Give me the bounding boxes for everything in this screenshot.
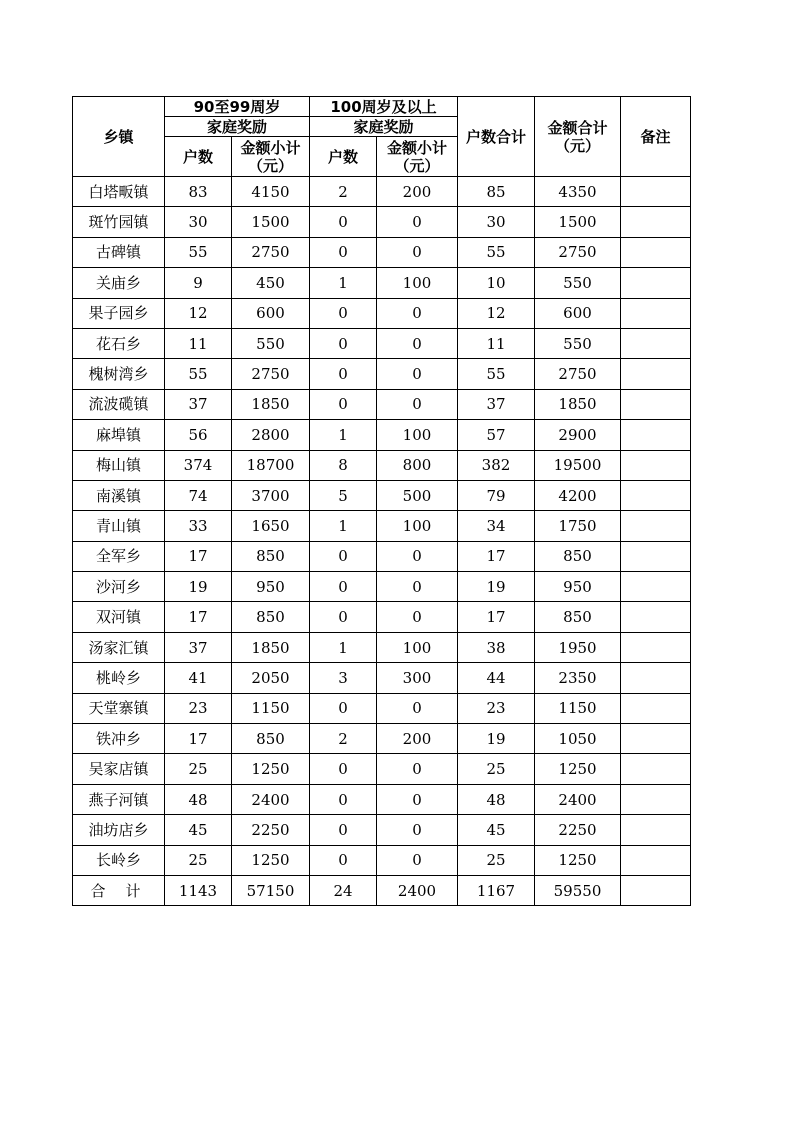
cell-town: 桃岭乡 bbox=[73, 663, 165, 693]
cell-households-90: 56 bbox=[165, 420, 232, 450]
cell-town: 白塔畈镇 bbox=[73, 177, 165, 207]
cell-town: 沙河乡 bbox=[73, 572, 165, 602]
table-row bbox=[73, 632, 691, 662]
cell-households-90: 11 bbox=[165, 328, 232, 358]
cell-households-total: 25 bbox=[458, 754, 535, 784]
header-amount-total-line2: （元） bbox=[554, 136, 600, 155]
cell-households-total: 19 bbox=[458, 724, 535, 754]
cell-amount-90: 3700 bbox=[232, 480, 310, 510]
cell-amount-total: 550 bbox=[535, 328, 621, 358]
total-row bbox=[73, 875, 691, 905]
cell-amount-90: 1150 bbox=[232, 693, 310, 723]
cell-amount-total: 1250 bbox=[535, 754, 621, 784]
header-group2-reward: 家庭奖励 bbox=[310, 117, 458, 137]
cell-amount-total: 2400 bbox=[535, 784, 621, 814]
cell-remarks bbox=[621, 389, 691, 419]
cell-amount-100: 200 bbox=[377, 177, 458, 207]
cell-amount-total: 600 bbox=[535, 298, 621, 328]
cell-amount-100: 0 bbox=[377, 754, 458, 784]
cell-amount-100: 0 bbox=[377, 693, 458, 723]
cell-households-100: 1 bbox=[310, 268, 377, 298]
reward-table bbox=[72, 96, 691, 906]
cell-remarks bbox=[621, 298, 691, 328]
cell-amount-90: 1500 bbox=[232, 207, 310, 237]
header-amount-total bbox=[535, 97, 621, 177]
cell-town: 麻埠镇 bbox=[73, 420, 165, 450]
cell-remarks bbox=[621, 207, 691, 237]
cell-town: 花石乡 bbox=[73, 328, 165, 358]
cell-amount-90: 2050 bbox=[232, 663, 310, 693]
cell-households-100: 0 bbox=[310, 298, 377, 328]
cell-amount-total: 2900 bbox=[535, 420, 621, 450]
cell-households-100: 0 bbox=[310, 359, 377, 389]
cell-amount-total: 550 bbox=[535, 268, 621, 298]
cell-amount-100: 200 bbox=[377, 724, 458, 754]
cell-households-total: 17 bbox=[458, 541, 535, 571]
cell-amount-100: 800 bbox=[377, 450, 458, 480]
cell-town: 铁冲乡 bbox=[73, 724, 165, 754]
cell-households-total: 25 bbox=[458, 845, 535, 875]
cell-households-total: 34 bbox=[458, 511, 535, 541]
cell-households-100: 3 bbox=[310, 663, 377, 693]
header-town: 乡镇 bbox=[73, 97, 165, 177]
cell-amount-100: 0 bbox=[377, 328, 458, 358]
table-row bbox=[73, 845, 691, 875]
table-row bbox=[73, 420, 691, 450]
header-group2-age: 100周岁及以上 bbox=[310, 97, 458, 117]
cell-households-total: 85 bbox=[458, 177, 535, 207]
cell-remarks bbox=[621, 572, 691, 602]
cell-remarks bbox=[621, 693, 691, 723]
table-row bbox=[73, 815, 691, 845]
table-row bbox=[73, 572, 691, 602]
table-row bbox=[73, 298, 691, 328]
cell-amount-total: 1950 bbox=[535, 632, 621, 662]
cell-amount-total: 950 bbox=[535, 572, 621, 602]
cell-amount-total: 2350 bbox=[535, 663, 621, 693]
cell-amount-90: 1250 bbox=[232, 845, 310, 875]
cell-households-total: 57 bbox=[458, 420, 535, 450]
cell-households-total: 38 bbox=[458, 632, 535, 662]
cell-amount-90: 550 bbox=[232, 328, 310, 358]
cell-households-total: 48 bbox=[458, 784, 535, 814]
header-group1-age: 90至99周岁 bbox=[165, 97, 310, 117]
cell-amount-90: 1650 bbox=[232, 511, 310, 541]
header-households-total: 户数合计 bbox=[458, 97, 535, 177]
cell-remarks bbox=[621, 541, 691, 571]
cell-town: 双河镇 bbox=[73, 602, 165, 632]
cell-households-total: 10 bbox=[458, 268, 535, 298]
cell-amount-100: 0 bbox=[377, 359, 458, 389]
cell-amount-90: 2800 bbox=[232, 420, 310, 450]
table-body bbox=[73, 177, 691, 876]
cell-amount-100: 100 bbox=[377, 268, 458, 298]
cell-amount-total: 1750 bbox=[535, 511, 621, 541]
cell-amount-100: 100 bbox=[377, 632, 458, 662]
cell-amount-100: 300 bbox=[377, 663, 458, 693]
cell-households-100: 2 bbox=[310, 724, 377, 754]
cell-households-total: 382 bbox=[458, 450, 535, 480]
total-h100: 24 bbox=[310, 875, 377, 905]
total-ht: 1167 bbox=[458, 875, 535, 905]
cell-remarks bbox=[621, 420, 691, 450]
cell-remarks bbox=[621, 511, 691, 541]
cell-amount-total: 19500 bbox=[535, 450, 621, 480]
cell-town: 燕子河镇 bbox=[73, 784, 165, 814]
cell-remarks bbox=[621, 328, 691, 358]
table-row bbox=[73, 724, 691, 754]
cell-amount-total: 4200 bbox=[535, 480, 621, 510]
cell-households-total: 30 bbox=[458, 207, 535, 237]
cell-remarks bbox=[621, 602, 691, 632]
cell-town: 天堂寨镇 bbox=[73, 693, 165, 723]
table-row bbox=[73, 237, 691, 267]
cell-households-100: 0 bbox=[310, 572, 377, 602]
cell-households-90: 37 bbox=[165, 389, 232, 419]
cell-amount-total: 2250 bbox=[535, 815, 621, 845]
cell-households-total: 79 bbox=[458, 480, 535, 510]
cell-amount-90: 950 bbox=[232, 572, 310, 602]
table-row bbox=[73, 784, 691, 814]
cell-amount-90: 1850 bbox=[232, 389, 310, 419]
cell-households-90: 25 bbox=[165, 845, 232, 875]
cell-households-100: 2 bbox=[310, 177, 377, 207]
cell-remarks bbox=[621, 268, 691, 298]
header-group2-subtotal-line2: （元） bbox=[394, 156, 440, 175]
cell-households-100: 5 bbox=[310, 480, 377, 510]
cell-amount-100: 0 bbox=[377, 207, 458, 237]
cell-remarks bbox=[621, 632, 691, 662]
cell-amount-100: 100 bbox=[377, 511, 458, 541]
cell-households-total: 23 bbox=[458, 693, 535, 723]
cell-town: 斑竹园镇 bbox=[73, 207, 165, 237]
cell-remarks bbox=[621, 480, 691, 510]
cell-households-100: 0 bbox=[310, 845, 377, 875]
cell-remarks bbox=[621, 177, 691, 207]
cell-households-90: 37 bbox=[165, 632, 232, 662]
cell-remarks bbox=[621, 784, 691, 814]
cell-town: 梅山镇 bbox=[73, 450, 165, 480]
cell-remarks bbox=[621, 724, 691, 754]
header-group2-subtotal bbox=[377, 137, 458, 177]
header-group2-subtotal-line1: 金额小计 bbox=[386, 138, 447, 157]
cell-households-100: 0 bbox=[310, 815, 377, 845]
cell-households-90: 55 bbox=[165, 237, 232, 267]
cell-households-90: 374 bbox=[165, 450, 232, 480]
cell-town: 青山镇 bbox=[73, 511, 165, 541]
cell-households-90: 17 bbox=[165, 724, 232, 754]
cell-amount-100: 0 bbox=[377, 572, 458, 602]
header-amount-total-line1: 金额合计 bbox=[547, 118, 608, 137]
cell-households-total: 19 bbox=[458, 572, 535, 602]
cell-amount-total: 4350 bbox=[535, 177, 621, 207]
table-row bbox=[73, 693, 691, 723]
cell-amount-total: 2750 bbox=[535, 237, 621, 267]
cell-households-total: 55 bbox=[458, 359, 535, 389]
cell-households-total: 17 bbox=[458, 602, 535, 632]
cell-amount-90: 2250 bbox=[232, 815, 310, 845]
cell-amount-90: 18700 bbox=[232, 450, 310, 480]
cell-town: 长岭乡 bbox=[73, 845, 165, 875]
cell-amount-90: 2750 bbox=[232, 359, 310, 389]
cell-amount-100: 100 bbox=[377, 420, 458, 450]
table-row bbox=[73, 480, 691, 510]
cell-households-100: 0 bbox=[310, 237, 377, 267]
cell-households-90: 9 bbox=[165, 268, 232, 298]
cell-remarks bbox=[621, 845, 691, 875]
cell-amount-total: 1050 bbox=[535, 724, 621, 754]
cell-amount-90: 450 bbox=[232, 268, 310, 298]
cell-amount-90: 850 bbox=[232, 541, 310, 571]
cell-amount-90: 2400 bbox=[232, 784, 310, 814]
table-row bbox=[73, 450, 691, 480]
cell-amount-total: 850 bbox=[535, 541, 621, 571]
cell-households-total: 55 bbox=[458, 237, 535, 267]
cell-households-100: 0 bbox=[310, 207, 377, 237]
cell-households-100: 0 bbox=[310, 541, 377, 571]
cell-amount-90: 4150 bbox=[232, 177, 310, 207]
cell-amount-90: 850 bbox=[232, 602, 310, 632]
cell-amount-total: 1150 bbox=[535, 693, 621, 723]
cell-amount-100: 0 bbox=[377, 845, 458, 875]
cell-households-90: 74 bbox=[165, 480, 232, 510]
cell-amount-90: 2750 bbox=[232, 237, 310, 267]
header-remarks: 备注 bbox=[621, 97, 691, 177]
cell-remarks bbox=[621, 663, 691, 693]
cell-amount-100: 0 bbox=[377, 541, 458, 571]
cell-remarks bbox=[621, 450, 691, 480]
cell-amount-total: 1250 bbox=[535, 845, 621, 875]
cell-amount-100: 0 bbox=[377, 389, 458, 419]
header-group1-subtotal-line2: （元） bbox=[247, 156, 293, 175]
header-group1-subtotal-line1: 金额小计 bbox=[240, 138, 301, 157]
cell-amount-100: 0 bbox=[377, 298, 458, 328]
cell-amount-100: 0 bbox=[377, 602, 458, 632]
table-row bbox=[73, 389, 691, 419]
table-row bbox=[73, 754, 691, 784]
cell-amount-total: 2750 bbox=[535, 359, 621, 389]
cell-town: 吴家店镇 bbox=[73, 754, 165, 784]
cell-households-90: 23 bbox=[165, 693, 232, 723]
cell-town: 槐树湾乡 bbox=[73, 359, 165, 389]
cell-remarks bbox=[621, 815, 691, 845]
cell-households-100: 8 bbox=[310, 450, 377, 480]
cell-households-90: 30 bbox=[165, 207, 232, 237]
table-row bbox=[73, 268, 691, 298]
table-row bbox=[73, 541, 691, 571]
total-a100: 2400 bbox=[377, 875, 458, 905]
cell-amount-100: 0 bbox=[377, 815, 458, 845]
table-row bbox=[73, 328, 691, 358]
cell-households-100: 1 bbox=[310, 511, 377, 541]
cell-households-100: 1 bbox=[310, 632, 377, 662]
cell-amount-100: 500 bbox=[377, 480, 458, 510]
header-group1-households: 户数 bbox=[165, 137, 232, 177]
cell-town: 古碑镇 bbox=[73, 237, 165, 267]
cell-households-100: 0 bbox=[310, 328, 377, 358]
cell-households-100: 0 bbox=[310, 389, 377, 419]
cell-remarks bbox=[621, 237, 691, 267]
cell-households-90: 12 bbox=[165, 298, 232, 328]
cell-households-total: 11 bbox=[458, 328, 535, 358]
cell-town: 流波𬒗镇 bbox=[73, 389, 165, 419]
cell-households-100: 0 bbox=[310, 784, 377, 814]
cell-households-100: 0 bbox=[310, 754, 377, 784]
table-row bbox=[73, 207, 691, 237]
cell-households-total: 45 bbox=[458, 815, 535, 845]
total-note bbox=[621, 875, 691, 905]
total-a90: 57150 bbox=[232, 875, 310, 905]
cell-town: 果子园乡 bbox=[73, 298, 165, 328]
cell-households-total: 37 bbox=[458, 389, 535, 419]
cell-amount-90: 1850 bbox=[232, 632, 310, 662]
header-group1-subtotal bbox=[232, 137, 310, 177]
cell-remarks bbox=[621, 359, 691, 389]
cell-households-100: 1 bbox=[310, 420, 377, 450]
cell-households-90: 48 bbox=[165, 784, 232, 814]
cell-amount-total: 850 bbox=[535, 602, 621, 632]
total-at: 59550 bbox=[535, 875, 621, 905]
cell-households-90: 25 bbox=[165, 754, 232, 784]
table-row bbox=[73, 511, 691, 541]
cell-amount-total: 1500 bbox=[535, 207, 621, 237]
cell-households-90: 19 bbox=[165, 572, 232, 602]
total-h90: 1143 bbox=[165, 875, 232, 905]
cell-amount-90: 850 bbox=[232, 724, 310, 754]
table-row bbox=[73, 359, 691, 389]
table-row bbox=[73, 177, 691, 207]
cell-amount-total: 1850 bbox=[535, 389, 621, 419]
table-row bbox=[73, 663, 691, 693]
total-label: 合计 bbox=[73, 875, 165, 905]
cell-amount-100: 0 bbox=[377, 237, 458, 267]
header-group1-reward: 家庭奖励 bbox=[165, 117, 310, 137]
cell-households-100: 0 bbox=[310, 602, 377, 632]
cell-households-90: 83 bbox=[165, 177, 232, 207]
cell-town: 关庙乡 bbox=[73, 268, 165, 298]
cell-town: 油坊店乡 bbox=[73, 815, 165, 845]
header-group2-households: 户数 bbox=[310, 137, 377, 177]
cell-households-total: 44 bbox=[458, 663, 535, 693]
cell-households-90: 33 bbox=[165, 511, 232, 541]
cell-amount-90: 600 bbox=[232, 298, 310, 328]
cell-households-90: 17 bbox=[165, 602, 232, 632]
table-row bbox=[73, 602, 691, 632]
cell-households-90: 55 bbox=[165, 359, 232, 389]
cell-town: 全军乡 bbox=[73, 541, 165, 571]
cell-amount-100: 0 bbox=[377, 784, 458, 814]
cell-town: 南溪镇 bbox=[73, 480, 165, 510]
cell-households-90: 41 bbox=[165, 663, 232, 693]
cell-remarks bbox=[621, 754, 691, 784]
cell-households-90: 17 bbox=[165, 541, 232, 571]
cell-amount-90: 1250 bbox=[232, 754, 310, 784]
cell-town: 汤家汇镇 bbox=[73, 632, 165, 662]
cell-households-90: 45 bbox=[165, 815, 232, 845]
cell-households-total: 12 bbox=[458, 298, 535, 328]
cell-households-100: 0 bbox=[310, 693, 377, 723]
